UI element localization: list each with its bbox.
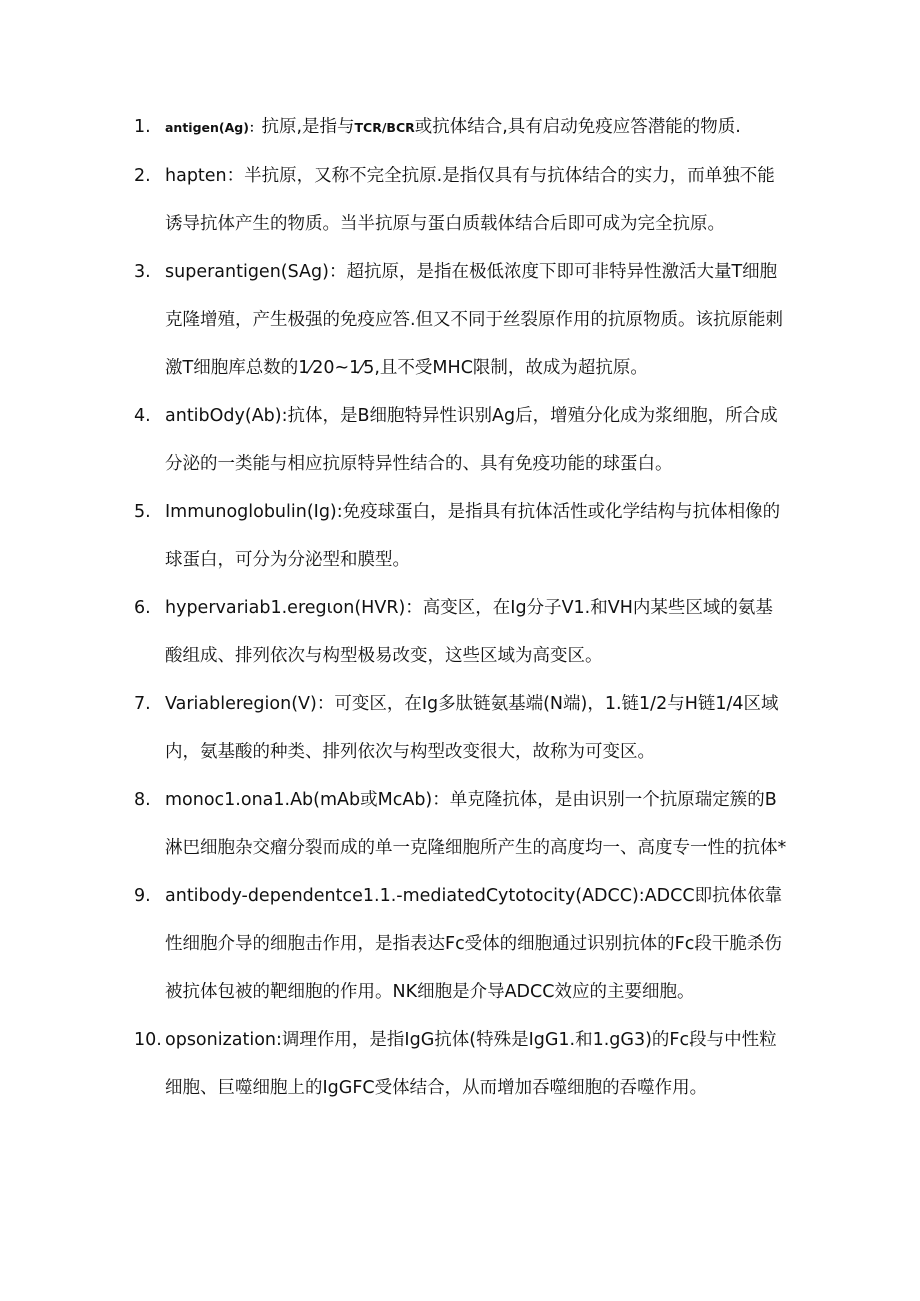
term-item-variable-region xyxy=(0,680,920,776)
term-definition: antibody-dependentce1.1.-mediatedCytotocity(ADCC):ADCC即抗体依靠性细胞介导的细胞击作用，是指表达Fc受体的细胞通过识别抗体的Fc段干脆杀伤被抗体包被的靶细胞的作用。NK细胞是介导ADCC效应的主要细胞。 xyxy=(165,886,783,1002)
term-abbrev: TCR/BCR xyxy=(354,120,415,135)
term-text-part: 或抗体结合,具有启动免疫应答潜能的物质. xyxy=(414,117,741,137)
term-definition xyxy=(165,117,741,137)
glossary-list xyxy=(0,103,920,1112)
term-item-hypervariable-region xyxy=(0,584,920,680)
term-item-immunoglobulin xyxy=(0,488,920,584)
item-number: 8. xyxy=(134,790,151,810)
term-item-antibody xyxy=(0,392,920,488)
item-number: 1. xyxy=(134,117,151,137)
term-definition: Immunoglobulin(Ig):免疫球蛋白，是指具有抗体活性或化学结构与抗体相像的球蛋白，可分为分泌型和膜型。 xyxy=(165,502,781,570)
term-item-opsonization xyxy=(0,1016,920,1112)
item-number: 9. xyxy=(134,886,151,906)
term-definition: hapten：半抗原，又称不完全抗原.是指仅具有与抗体结合的实力，而单独不能诱导抗体产生的物质。当半抗原与蛋白质载体结合后即可成为完全抗原。 xyxy=(165,166,775,234)
item-number: 6. xyxy=(134,598,151,618)
term-definition: superantigen(SAg)：超抗原，是指在极低浓度下即可非特异性激活大量T细胞克隆增殖，产生极强的免疫应答.但又不同于丝裂原作用的抗原物质。该抗原能刺激T细胞库总数的1⁄20~1⁄5,且不受MHC限制，故成为超抗原。 xyxy=(165,262,784,378)
item-number: 3. xyxy=(134,262,151,282)
item-number: 7. xyxy=(134,694,151,714)
term-item-adcc xyxy=(0,872,920,1016)
term-text-part: 抗原,是指与 xyxy=(261,117,355,137)
term-definition: opsonization:调理作用，是指IgG抗体(特殊是IgG1.和1.gG3)的Fc段与中性粒细胞、巨噬细胞上的IgGFC受体结合，从而增加吞噬细胞的吞噬作用。 xyxy=(165,1030,777,1098)
term-definition: monoc1.ona1.Ab(mAb或McAb)：单克隆抗体，是由识别一个抗原瑞定簇的B淋巴细胞杂交瘤分裂而成的单一克隆细胞所产生的高度均一、高度专一性的抗体* xyxy=(165,790,787,858)
term-item-hapten xyxy=(0,152,920,248)
term-definition: Variableregion(V)：可变区，在Ig多肽链氨基端(N端)，1.链1/2与H链1/4区域内，氨基酸的种类、排列依次与构型改变很大，故称为可变区。 xyxy=(165,694,779,762)
term-definition: hypervariab1.eregιon(HVR)：高变区，在Ig分子V1.和VH内某些区域的氨基酸组成、排列依次与构型极易改变，这些区域为高变区。 xyxy=(165,598,773,666)
term-definition: antibOdy(Ab):抗体，是B细胞特异性识别Ag后，增殖分化成为浆细胞，所合成分泌的一类能与相应抗原特异性结合的、具有免疫功能的球蛋白。 xyxy=(165,406,778,474)
item-number: 10. xyxy=(134,1030,162,1050)
term-prefix: antigen(Ag)： xyxy=(165,120,262,135)
term-item-superantigen xyxy=(0,248,920,392)
term-item-monoclonal-antibody xyxy=(0,776,920,872)
item-number: 2. xyxy=(134,166,151,186)
term-item-antigen xyxy=(0,103,920,152)
item-number: 4. xyxy=(134,406,151,426)
item-number: 5. xyxy=(134,502,151,522)
